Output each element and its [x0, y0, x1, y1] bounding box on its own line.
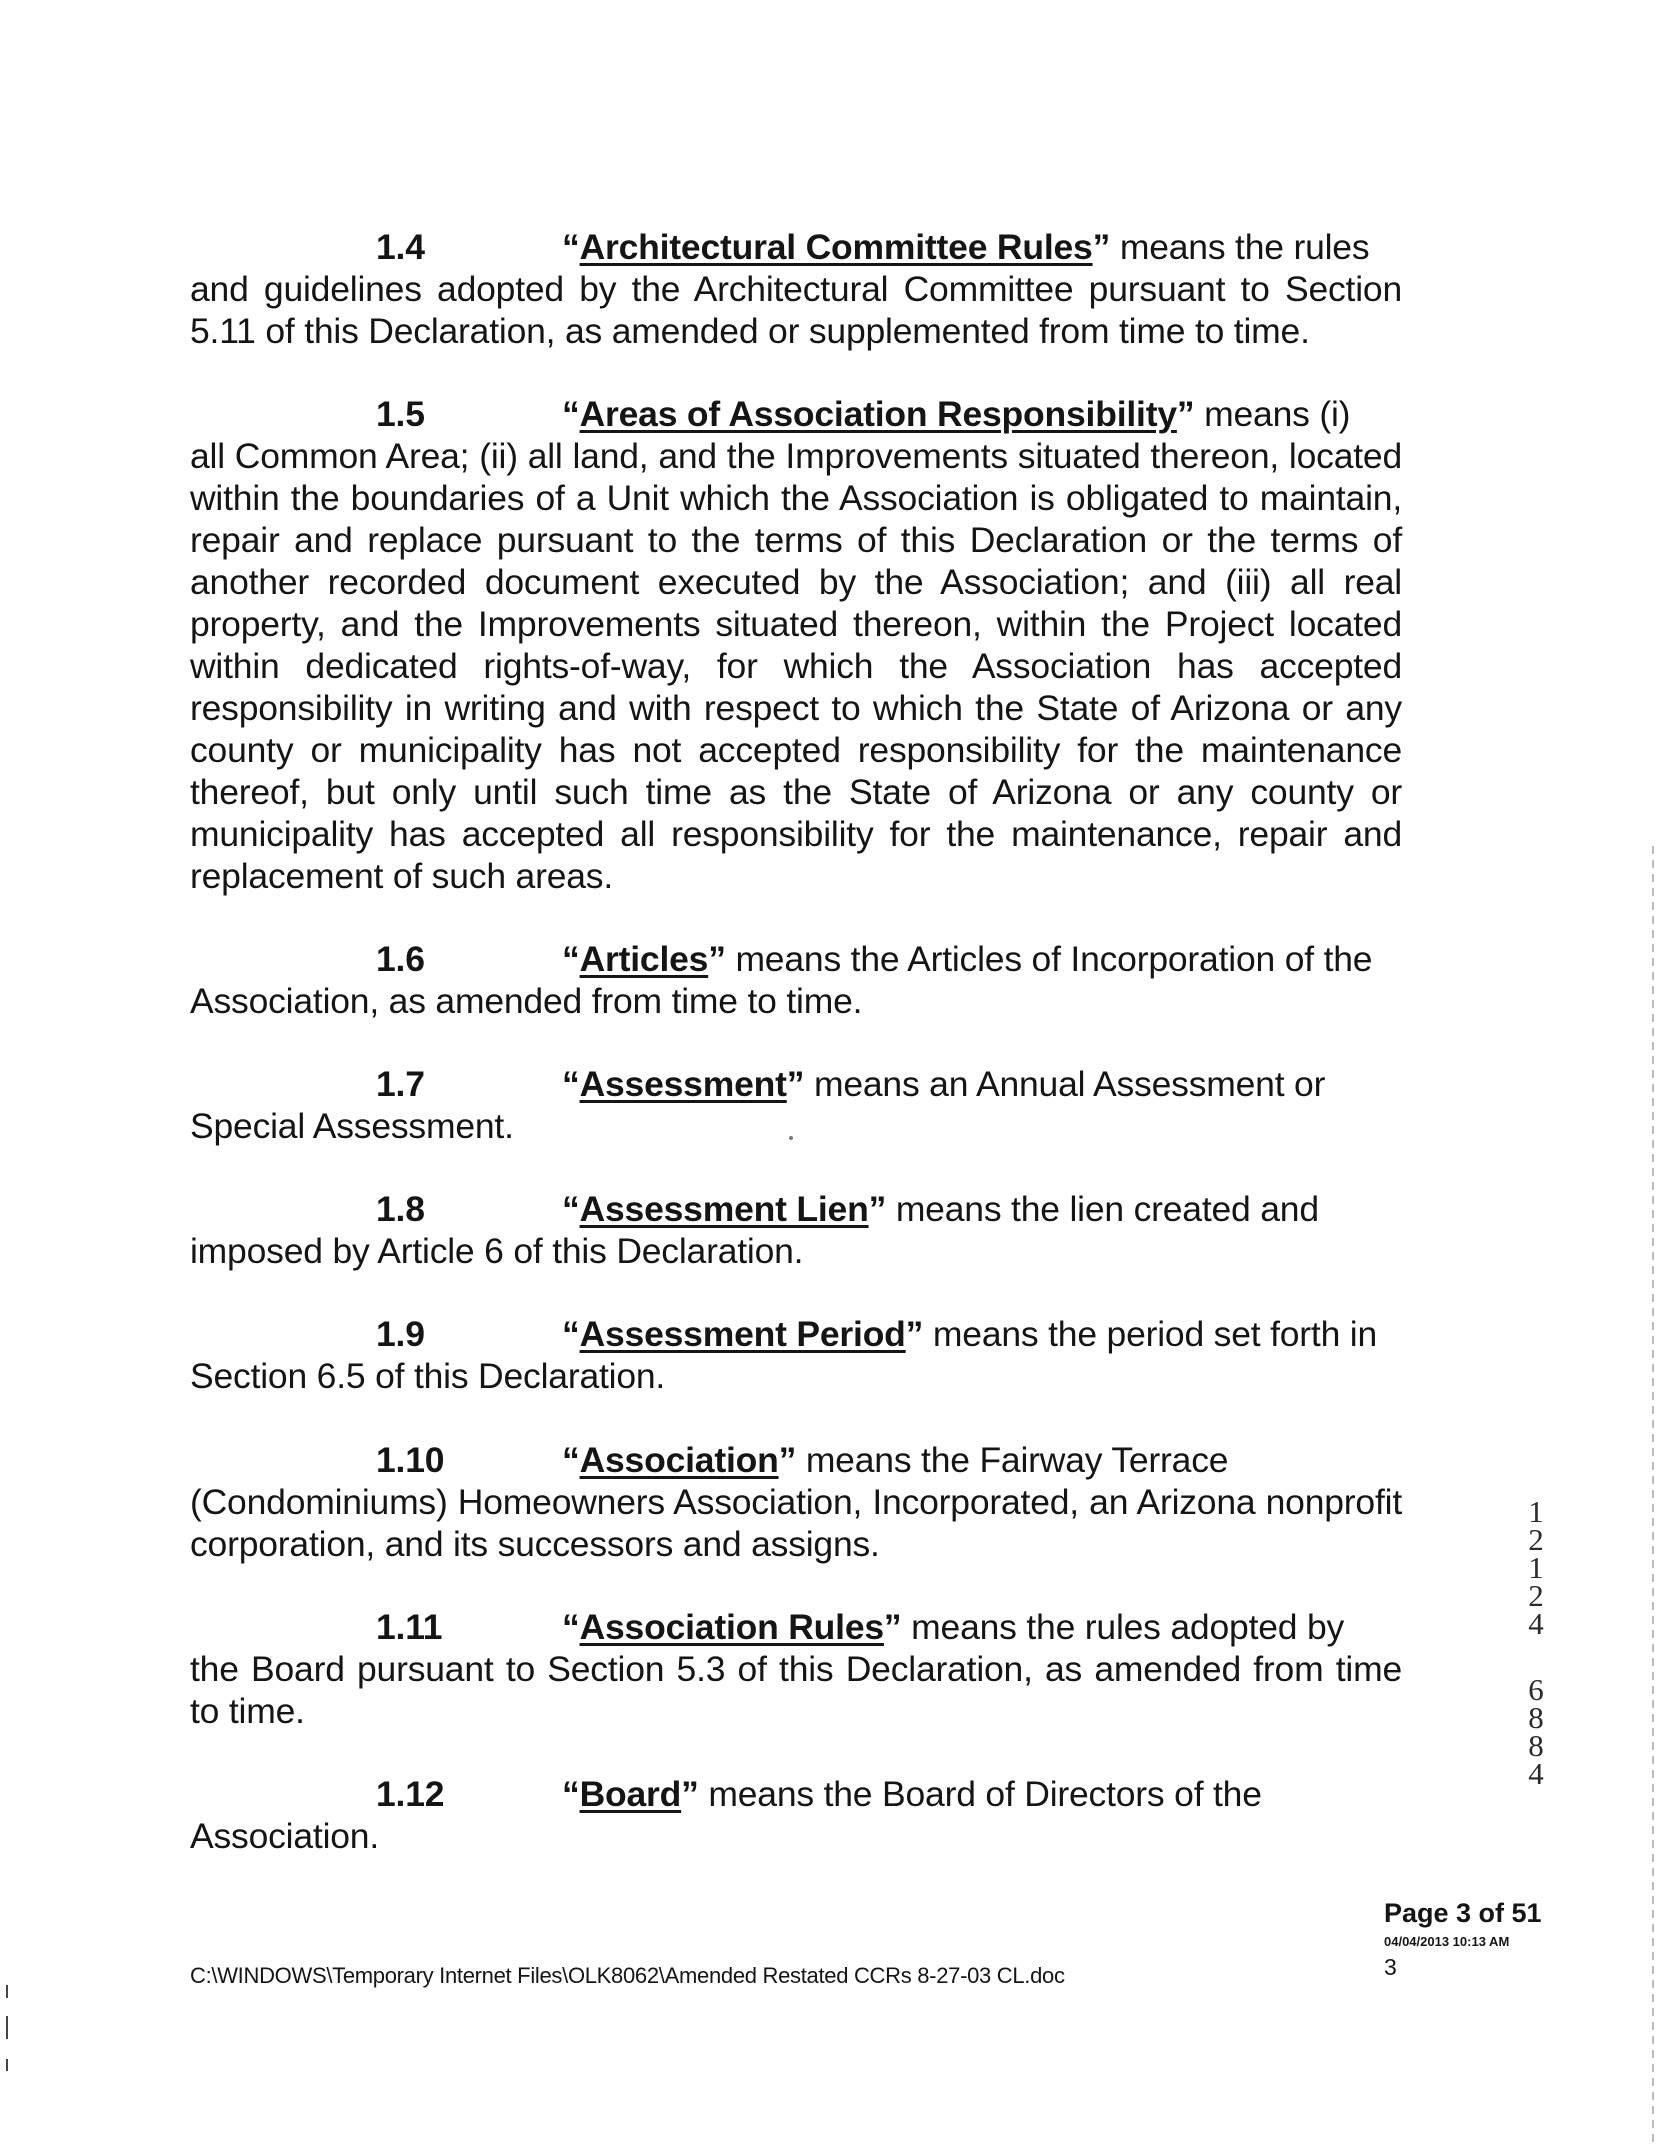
recording-number	[1522, 1494, 1550, 1791]
definition-body: and guidelines adopted by the Architectural Committee pursuant to Section 5.11 of this Declaration, as amended or supplemented from time to time.	[190, 269, 1402, 351]
recording-digit: 6	[1528, 1672, 1544, 1707]
definition-1-12	[190, 1773, 1402, 1857]
definition-1-8	[190, 1188, 1402, 1272]
recording-digit: 1	[1528, 1494, 1544, 1529]
defined-term-text: Architectural Committee Rules	[579, 227, 1093, 267]
defined-term-text: Association Rules	[579, 1607, 884, 1647]
section-number: 1.7	[376, 1064, 425, 1104]
scanned-page-edge	[1652, 846, 1654, 2144]
definition-lead-text: means the Board of Directors of the	[708, 1774, 1262, 1814]
scan-artifact	[789, 1136, 793, 1140]
section-number: 1.10	[376, 1440, 445, 1480]
definition-lead-text: means the lien created and	[895, 1189, 1319, 1229]
section-number: 1.5	[376, 394, 425, 434]
page-count-label: Page 3 of 51	[1384, 1898, 1542, 1928]
definition-body: all Common Area; (ii) all land, and the Improvements situated thereon, located within the boundaries of a Unit which the Association is obligated to maintain, repair and replace pursuant to the terms of this Declaration or the terms of another recorded document executed by the Association; and (iii) all real property, and the Improvements situated thereon, within the Project located within dedicated rights-of-way, for which the Association has accepted responsibility in writing and with respect to which the State of Arizona or any county or municipality has not accepted responsibility for the maintenance thereof, but only until such time as the State of Arizona or any county or municipality has accepted all responsibility for the maintenance, repair and replacement of such areas.	[190, 436, 1402, 896]
scan-mark	[6, 2059, 8, 2071]
definition-lead-text: means the period set forth in	[932, 1314, 1378, 1354]
document-file-path: C:\WINDOWS\Temporary Internet Files\OLK8062\Amended Restated CCRs 8-27-03 CL.doc	[190, 1963, 1065, 1988]
recording-digit: 8	[1528, 1700, 1544, 1735]
defined-term: “Areas of Association Responsibility”	[562, 394, 1195, 434]
defined-term: “Board”	[562, 1774, 699, 1814]
defined-term-text: Board	[579, 1774, 682, 1814]
definition-first-line	[190, 1313, 1402, 1355]
defined-term: “Architectural Committee Rules”	[562, 227, 1111, 267]
defined-term: “Assessment”	[562, 1064, 805, 1104]
definition-body: Section 6.5 of this Declaration.	[190, 1356, 666, 1396]
section-number: 1.6	[376, 939, 425, 979]
definition-body: Special Assessment.	[190, 1106, 514, 1146]
section-number: 1.12	[376, 1774, 445, 1814]
definition-lead-text: means the rules adopted by	[911, 1607, 1345, 1647]
scan-mark	[6, 2016, 8, 2039]
defined-term: “Articles”	[562, 939, 726, 979]
section-number: 1.9	[376, 1314, 425, 1354]
recording-digit: 1	[1528, 1550, 1544, 1585]
definition-lead-text: means (i)	[1204, 394, 1351, 434]
definition-first-line	[190, 1188, 1402, 1230]
section-number: 1.4	[376, 227, 425, 267]
defined-term: “Association”	[562, 1440, 797, 1480]
defined-term-text: Assessment	[579, 1064, 787, 1104]
definition-first-line	[190, 938, 1402, 980]
definition-first-line	[190, 1773, 1402, 1815]
recording-digit: 4	[1528, 1606, 1544, 1641]
recording-number-gap	[1522, 1636, 1550, 1674]
defined-term: “Assessment Lien”	[562, 1189, 887, 1229]
defined-term: “Association Rules”	[562, 1607, 902, 1647]
recording-digit: 8	[1528, 1728, 1544, 1763]
defined-term-text: Assessment Lien	[579, 1189, 869, 1229]
recording-digit: 2	[1528, 1522, 1544, 1557]
recording-digit: 2	[1528, 1578, 1544, 1613]
defined-term-text: Association	[579, 1440, 779, 1480]
section-number: 1.11	[376, 1607, 443, 1647]
definition-1-5	[190, 393, 1402, 897]
defined-term-text: Articles	[579, 939, 709, 979]
definition-first-line	[190, 1063, 1402, 1105]
definition-first-line	[190, 1439, 1402, 1481]
definition-body: the Board pursuant to Section 5.3 of this Declaration, as amended from time to time.	[190, 1649, 1402, 1731]
footer-page-number: 3	[1384, 1954, 1397, 1980]
definition-body: imposed by Article 6 of this Declaration.	[190, 1231, 804, 1271]
definition-1-7	[190, 1063, 1402, 1147]
definition-first-line	[190, 226, 1402, 268]
definition-first-line	[190, 393, 1402, 435]
definition-lead-text: means the Fairway Terrace	[805, 1440, 1229, 1480]
defined-term-text: Areas of Association Responsibility	[579, 394, 1177, 434]
definition-body: (Condominiums) Homeowners Association, Incorporated, an Arizona nonprofit corporation, and its successors and assigns.	[190, 1482, 1402, 1564]
definition-first-line	[190, 1606, 1402, 1648]
definition-lead-text: means an Annual Assessment or	[813, 1064, 1326, 1104]
definition-1-9	[190, 1313, 1402, 1397]
definition-body: Association.	[190, 1816, 380, 1856]
definition-1-6	[190, 938, 1402, 1022]
definition-1-4	[190, 226, 1402, 352]
defined-term-text: Assessment Period	[579, 1314, 906, 1354]
definition-body: Association, as amended from time to time.	[190, 981, 863, 1021]
definition-1-10	[190, 1439, 1402, 1565]
recording-digit: 4	[1528, 1756, 1544, 1791]
section-number: 1.8	[376, 1189, 425, 1229]
definition-1-11	[190, 1606, 1402, 1732]
definition-lead-text: means the rules	[1119, 227, 1370, 267]
definition-lead-text: means the Articles of Incorporation of the	[735, 939, 1373, 979]
print-date-time: 04/04/2013 10:13 AM	[1384, 1934, 1510, 1949]
defined-term: “Assessment Period”	[562, 1314, 924, 1354]
scan-mark	[6, 1985, 8, 1998]
